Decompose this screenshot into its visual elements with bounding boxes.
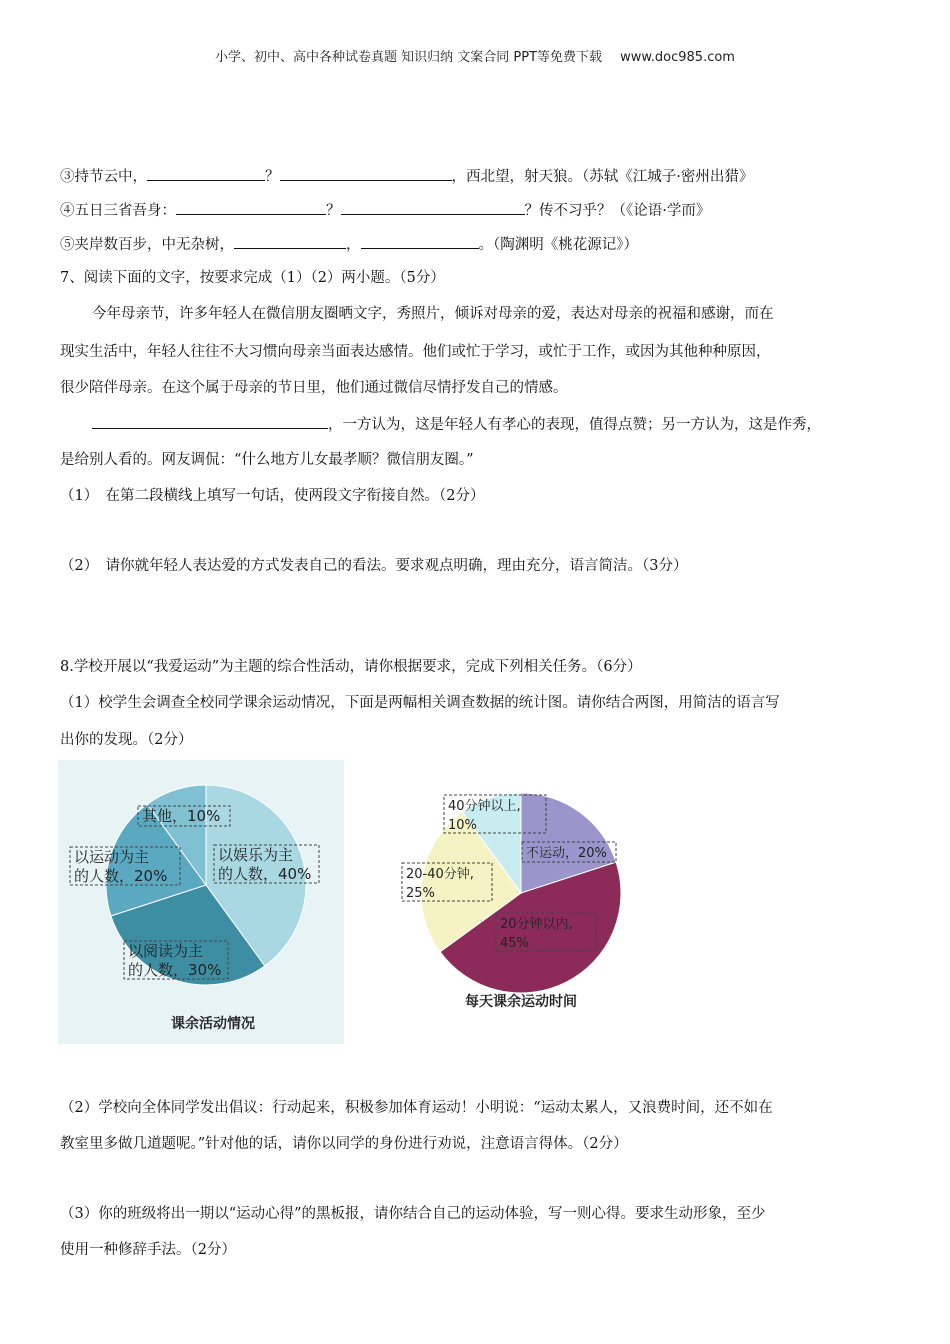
- q6-item-5-a: ⑤夹岸数百步，中无杂树，: [60, 237, 234, 253]
- slice-label-value: 25%: [406, 886, 435, 901]
- chart-title: 每天课余运动时间: [465, 994, 577, 1010]
- q8-title: 8.学校开展以“我爱运动”为主题的综合性活动，请你根据要求，完成下列相关任务。（6分）: [60, 659, 642, 675]
- q6-item-5-c: 。（陶渊明《桃花源记》）: [478, 237, 638, 253]
- chart-title: 课余活动情况: [171, 1016, 255, 1032]
- slice-label-value: 10%: [448, 818, 477, 833]
- q8-sub1-line1: （1）校学生会调查全校同学课余运动情况，下面是两幅相关调查数据的统计图。请你结合两图，用简洁的语言写: [60, 695, 780, 711]
- slice-label: 以娱乐为主: [218, 846, 294, 864]
- q6-item-4-b: ？: [326, 203, 341, 219]
- q8-sub1-line2: 出你的发现。（2分）: [60, 732, 193, 748]
- slice-label: 其他，10%: [142, 807, 221, 825]
- q6-item-5: [60, 234, 638, 255]
- q7-para2-blank[interactable]: [92, 414, 328, 429]
- slice-label-value: 的人数，30%: [128, 961, 222, 979]
- q6-item-4-a: ④五日三省吾身：: [60, 203, 176, 219]
- q7-para2-line1-text: ，一方认为，这是年轻人有孝心的表现，值得点赞；另一方认为，这是作秀，: [328, 417, 821, 433]
- q7-para2-line2: 是给别人看的。网友调侃：“什么地方儿女最孝顺？微信朋友圈。”: [60, 452, 474, 468]
- q8-sub3-line2: 使用一种修辞手法。（2分）: [60, 1242, 236, 1258]
- q6-item-3-blank-1[interactable]: [147, 166, 265, 181]
- slice-label: 20-40分钟,: [406, 867, 474, 882]
- q7-para1-line1: 今年母亲节，许多年轻人在微信朋友圈晒文字，秀照片，倾诉对母亲的爱，表达对母亲的祝福和感谢，而在: [92, 306, 774, 322]
- q6-item-5-blank-2[interactable]: [361, 234, 479, 249]
- q8-sub2-line1: （2）学校向全体同学发出倡议：行动起来，积极参加体育运动！小明说：“运动太累人，又浪费时间，还不如在: [60, 1100, 773, 1116]
- header-text: 小学、初中、高中各种试卷真题 知识归纳 文案合同 PPT等免费下载: [215, 50, 603, 65]
- q6-item-5-blank-1[interactable]: [234, 234, 346, 249]
- q6-item-3: [60, 166, 753, 187]
- q6-item-4-blank-1[interactable]: [176, 200, 326, 215]
- slice-label: 40分钟以上,: [448, 799, 521, 814]
- slice-label-value: 45%: [500, 936, 529, 951]
- activity-pie-svg: [58, 760, 344, 1044]
- slice-label-value: 的人数，20%: [74, 867, 168, 885]
- header-url[interactable]: www.doc985.com: [620, 50, 735, 65]
- q7-title: 7、阅读下面的文字，按要求完成（1）（2）两小题。（5分）: [60, 270, 445, 286]
- activity-chart: [58, 760, 344, 1044]
- slice-label: 以运动为主: [74, 848, 150, 866]
- slice-label: 20分钟以内,: [500, 917, 573, 932]
- q7-para1-line2: 现实生活中，年轻人往往不大习惯向母亲当面表达感情。他们或忙于学习，或忙于工作，或因为其他种种原因，: [60, 344, 771, 360]
- slice-label: 以阅读为主: [128, 942, 204, 960]
- q7-para2-line1: [92, 414, 821, 435]
- q6-item-5-b: ，: [346, 237, 361, 253]
- q6-item-3-blank-2[interactable]: [280, 166, 452, 181]
- slice-label: 不运动，20%: [526, 846, 607, 861]
- q7-sub2: （2） 请你就年轻人表达爱的方式发表自己的看法。要求观点明确，理由充分，语言简洁。（3分）: [60, 558, 688, 574]
- q6-item-4: [60, 200, 710, 221]
- q6-item-3-b: ？: [265, 169, 280, 185]
- q6-item-4-blank-2[interactable]: [341, 200, 525, 215]
- q6-item-3-c: ，西北望，射天狼。（苏轼《江城子·密州出猎》: [451, 169, 754, 185]
- q8-sub2-line2: 教室里多做几道题呢。”针对他的话，请你以同学的身份进行劝说，注意语言得体。（2分）: [60, 1136, 628, 1152]
- q7-para1-line3: 很少陪伴母亲。在这个属于母亲的节日里，他们通过微信尽情抒发自己的情感。: [60, 380, 568, 396]
- q7-sub1: （1） 在第二段横线上填写一句话，使两段文字衔接自然。（2分）: [60, 488, 485, 504]
- q6-item-4-c: ？传不习乎？（《论语·学而》: [524, 203, 711, 219]
- page-header: [0, 46, 950, 65]
- slice-label-value: 的人数，40%: [218, 865, 312, 883]
- q6-item-3-a: ③持节云中，: [60, 169, 147, 185]
- exercise-time-chart: [380, 780, 640, 1020]
- q8-sub3-line1: （3）你的班级将出一期以“运动心得”的黑板报，请你结合自己的运动体验，写一则心得。要求生动形象，至少: [60, 1206, 766, 1222]
